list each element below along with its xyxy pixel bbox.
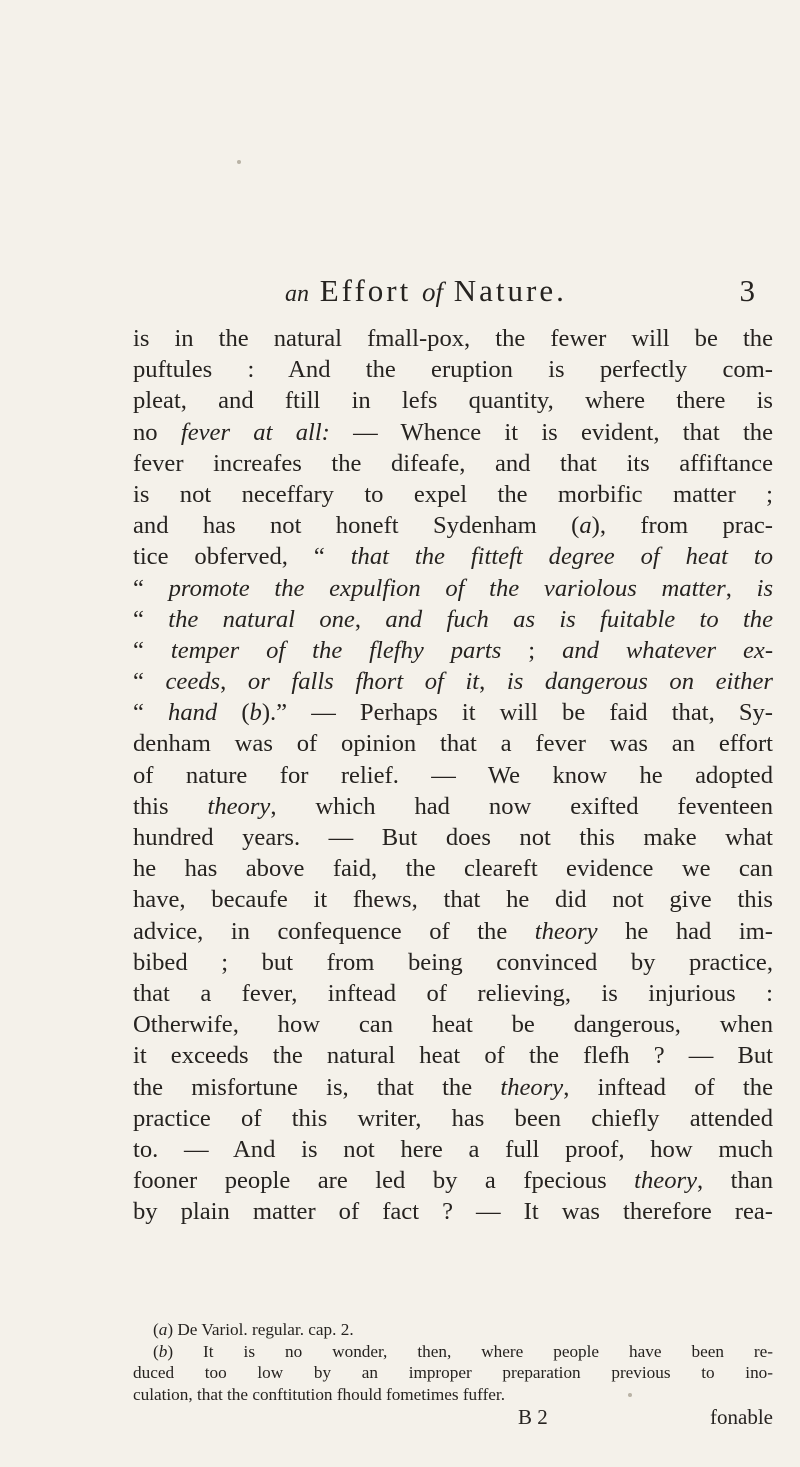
italic-text: b [249,699,262,727]
text-run: puftules : And the eruption is perfectly com- [133,356,773,384]
text-line [133,947,773,978]
text-run: , [354,605,386,633]
text-run: , inftead of the [563,1073,773,1101]
text-line [133,479,773,510]
text-run: ), from prac- [591,512,774,540]
italic-text: theory [534,917,598,945]
italic-text: fever at all: [180,418,330,446]
text-run: pleat, and ftill in lefs quantity, where there is [133,387,773,415]
text-run: bibed ; but from being convinced by practice, [133,948,773,976]
text-line [133,1103,773,1134]
text-line [133,916,773,947]
page-number: 3 [739,273,755,308]
text-run: tice obferved, “ [133,543,351,571]
italic-text: ceeds [165,668,221,696]
text-run: he had im- [597,917,773,945]
text-line [133,635,773,666]
paper-speck [237,160,241,164]
text-line [133,1040,773,1071]
text-run: of nature for relief. — We know he adopted [133,761,773,789]
text-run: , than [697,1167,773,1195]
footnote-line [133,1319,773,1341]
text-run: practice of this writer, has been chiefly attended [133,1104,773,1132]
text-run: culation, that the conftitution fhould fometimes fuffer. [133,1384,505,1404]
italic-text: that the fitteft degree of heat to [350,543,773,571]
body-text [133,323,773,1227]
text-run: ; [501,636,563,664]
text-run: ( [153,1341,159,1361]
text-run: ) De Variol. regular. cap. 2. [167,1320,354,1339]
text-line [133,1196,773,1227]
text-line [133,573,773,604]
text-run: is in the natural fmall-pox, the fewer will be the [133,325,773,352]
italic-text: b [158,1341,168,1361]
text-run: — Whence it is evident, that the [329,418,773,446]
text-run: fooner people are led by a fpecious [133,1167,635,1195]
text-line [133,728,773,759]
text-line [133,448,773,479]
italic-text: the natural one [168,605,355,633]
signature-mark: B 2 [518,1405,548,1429]
text-line [133,1165,773,1196]
footnote-line [133,1362,773,1384]
text-line [133,604,773,635]
italic-text: theory [500,1073,564,1101]
text-run: to. — And is not here a full proof, how much [133,1135,773,1163]
italic-text: theory [207,792,271,820]
text-line [133,697,773,728]
italic-text: promote the expulfion of the variolous matter [168,574,726,602]
text-line [133,884,773,915]
text-line [133,417,773,448]
catchword: fonable [710,1405,773,1429]
text-run: , [725,574,757,602]
running-header [285,273,755,317]
text-run: , [220,668,248,696]
text-run: is not neceffary to expel the morbific matter ; [133,480,773,508]
text-line [133,666,773,697]
text-line [133,354,773,385]
italic-text: a [158,1320,168,1339]
italic-text: and whatever ex- [562,636,774,664]
footnote-line [133,1341,773,1363]
header-of: of [421,277,443,307]
text-run: ( [217,699,250,727]
italic-text: and fuch as is fuitable to the [385,605,773,633]
text-line [133,1134,773,1165]
paper-speck [628,1393,632,1397]
text-run: Otherwife, how can heat be dangerous, when [133,1011,773,1039]
text-run: it exceeds the natural heat of the flefh ? — But [133,1042,773,1070]
header-prefix: an [285,281,309,307]
text-run: no [133,418,181,446]
text-run: advice, in confequence of the [133,917,535,945]
text-run: the misfortune is, that the [133,1073,501,1101]
text-run: he has above faid, the cleareft evidence we can [133,855,773,883]
italic-text: hand [168,699,218,727]
text-line [133,1072,773,1103]
italic-text: temper of the flefhy parts [170,636,502,664]
text-line [133,822,773,853]
text-line [133,323,773,354]
text-run: ).” — Perhaps it will be faid that, Sy- [261,699,773,727]
text-run: hundred years. — But does not this make what [133,824,773,851]
text-line [133,978,773,1009]
text-line [133,760,773,791]
text-run: and has not honeft Sydenham ( [133,512,580,540]
text-run: duced too low by an improper preparation previous to ino- [133,1363,773,1382]
italic-text: or falls fhort of it [247,668,480,696]
text-run: that a fever, inftead of relieving, is injurious : [133,979,773,1007]
text-line [133,791,773,822]
italic-text: is [756,574,774,602]
text-run: this [133,792,208,820]
italic-text: theory [634,1167,697,1195]
text-line [133,385,773,416]
text-run: , [479,668,507,696]
italic-text: is dangerous on either [506,668,773,696]
text-run: fever increafes the difeafe, and that its affiftance [133,449,773,477]
text-line [133,510,773,541]
signature-row [133,1405,773,1433]
header-word-nature: Nature. [453,273,567,308]
text-run: ( [153,1320,159,1339]
header-word-effort: Effort [319,273,412,308]
footnotes [133,1319,773,1405]
text-run: , which had now exifted feventeen [270,792,774,820]
text-line [133,853,773,884]
text-run: ) It is no wonder, then, where people have been re- [167,1341,773,1361]
italic-text: a [579,512,592,540]
text-line [133,541,773,572]
footnote-line [133,1384,773,1406]
text-run: by plain matter of fact ? — It was therefore rea- [133,1198,773,1226]
text-line [133,1009,773,1040]
text-run: have, becaufe it fhews, that he did not give this [133,886,773,914]
text-run: denham was of opinion that a fever was an effort [133,730,773,758]
